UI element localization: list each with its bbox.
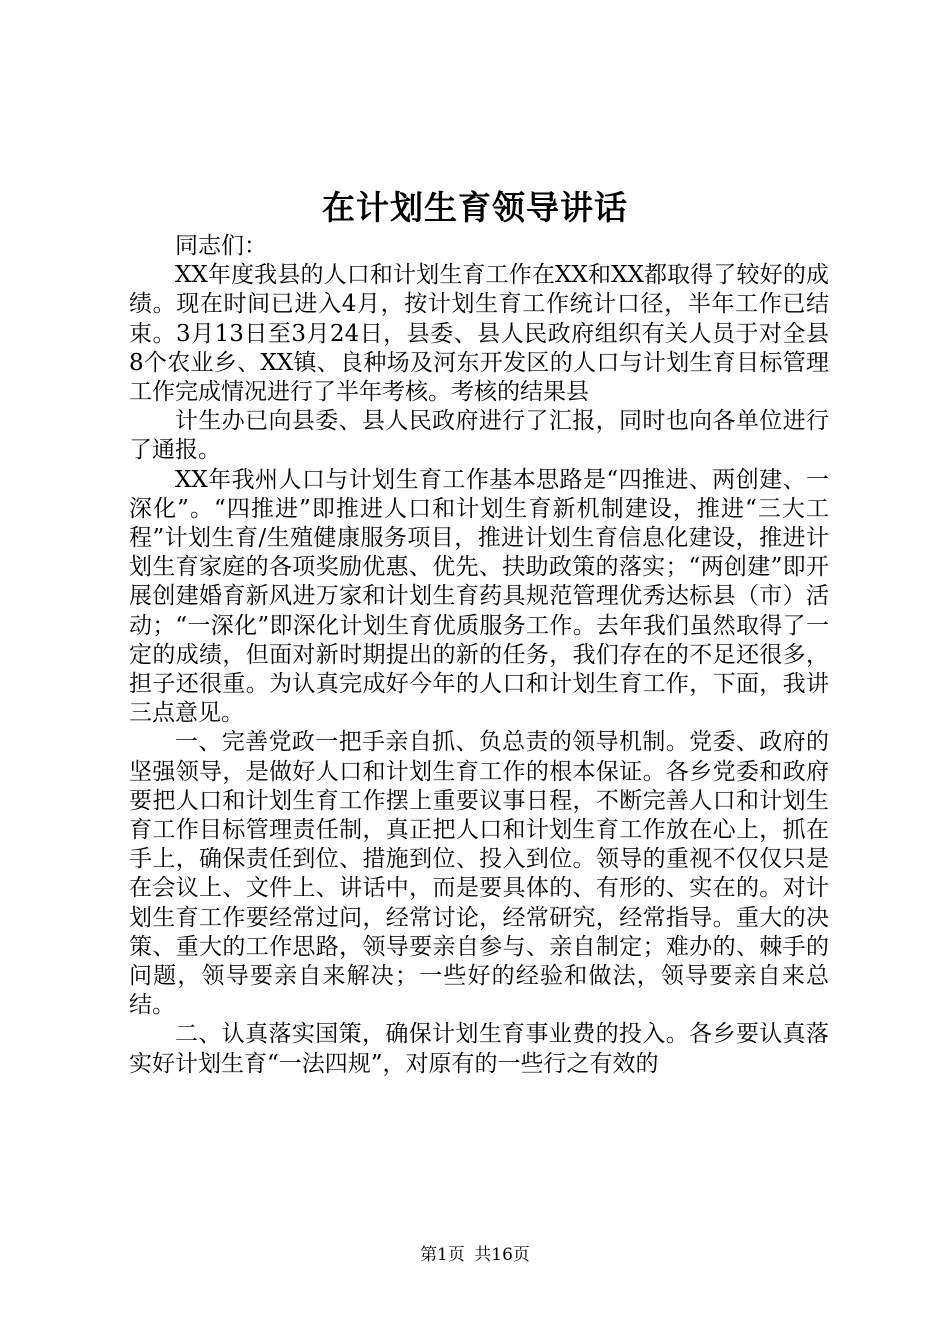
body-paragraph: XX年度我县的人口和计划生育工作在XX和XX都取得了较好的成绩。现在时间已进入4月，按计划生育工作统计口径，半年工作已结束。3月13日至3月24日，县委、县人民政府组织有关人员于对全县8个农业乡、XX镇、良种场及河东开发区的人口与计划生育目标管理工作完成情况进行了半年考核。考核的结果县 [129,262,829,406]
document-title: 在计划生育领导讲话 [322,188,628,227]
document-body [129,232,829,1079]
page-footer [0,1243,950,1267]
body-paragraph: 一、完善党政一把手亲自抓、负总责的领导机制。党委、政府的坚强领导，是做好人口和计划生育工作的根本保证。各乡党委和政府要把人口和计划生育工作摆上重要议事日程，不断完善人口和计划生育工作目标管理责任制，真正把人口和计划生育工作放在心上，抓在手上，确保责任到位、措施到位、投入到位。领导的重视不仅仅只是在会议上、文件上、讲话中，而是要具体的、有形的、实在的。对计划生育工作要经常过问，经常讨论，经常研究，经常指导。重大的决策、重大的工作思路，领导要亲自参与、亲自制定；难办的、棘手的问题，领导要亲自来解决；一些好的经验和做法，领导要亲自来总结。 [129,729,829,1019]
body-paragraph: XX年我州人口与计划生育工作基本思路是“四推进、两创建、一深化”。“四推进”即推进人口和计划生育新机制建设，推进“三大工程”计划生育/生殖健康服务项目，推进计划生育信息化建设，推进计划生育家庭的各项奖励优惠、优先、扶助政策的落实；“两创建”即开展创建婚育新风进万家和计划生育药具规范管理优秀达标县（市）活动；“一深化”即深化计划生育优质服务工作。去年我们虽然取得了一定的成绩，但面对新时期提出的新的任务，我们存在的不足还很多，担子还很重。为认真完成好今年的人口和计划生育工作，下面，我讲三点意见。 [129,466,829,727]
body-paragraph: 二、认真落实国策，确保计划生育事业费的投入。各乡要认真落实好计划生育“一法四规”，对原有的一些行之有效的 [129,1021,829,1077]
salutation-paragraph: 同志们： [175,233,267,259]
page-total: 共16页 [474,1245,530,1265]
body-paragraph: 计生办已向县委、县人民政府进行了汇报，同时也向各单位进行了通报。 [129,408,829,464]
page-number: 第1页 [420,1245,465,1265]
